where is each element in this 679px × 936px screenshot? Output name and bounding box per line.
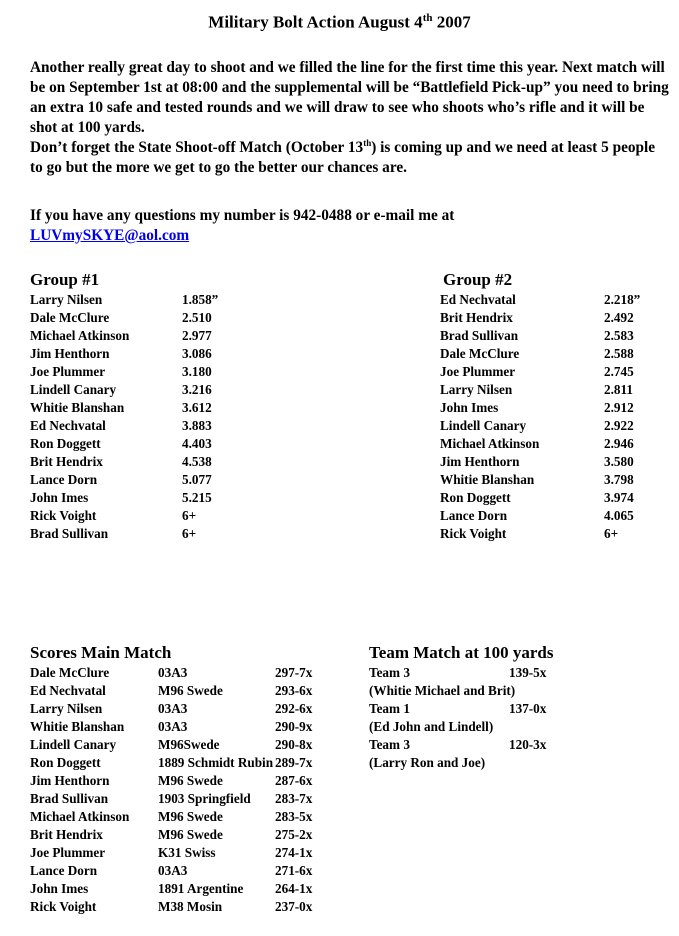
- group1-row: [30, 381, 250, 399]
- group2-size: 6+: [604, 526, 619, 541]
- scores-heading: Scores Main Match: [30, 643, 172, 662]
- group2-row: [440, 399, 660, 417]
- scores-score: 237-0x: [275, 899, 313, 914]
- scores-rifle: M96 Swede: [158, 827, 223, 842]
- group1-row: [30, 309, 250, 327]
- intro-p2-sup: th: [363, 137, 372, 148]
- group1-name: Brit Hendrix: [30, 454, 103, 469]
- scores-name: Ron Doggett: [30, 755, 101, 770]
- team-row: [369, 700, 619, 718]
- scores-score: 283-5x: [275, 809, 313, 824]
- team-score: 137-0x: [509, 701, 547, 716]
- team-score: 139-5x: [509, 665, 547, 680]
- group1-name: Dale McClure: [30, 310, 110, 325]
- scores-row: [30, 772, 330, 790]
- group1-size: 2.977: [182, 328, 212, 343]
- intro-paragraph-2: [30, 138, 670, 178]
- team-label: Team 3: [369, 737, 410, 752]
- group1-row: [30, 453, 250, 471]
- group2-row: [440, 327, 660, 345]
- scores-rifle: M96 Swede: [158, 683, 223, 698]
- scores-rifle: M96 Swede: [158, 809, 223, 824]
- group2-size: 3.974: [604, 490, 634, 505]
- group1-name: Lindell Canary: [30, 382, 117, 397]
- group2-name: Whitie Blanshan: [440, 472, 535, 487]
- team-match-list: [369, 664, 619, 772]
- scores-rifle: M38 Mosin: [158, 899, 223, 914]
- group2-size: 2.583: [604, 328, 634, 343]
- group1-name: Michael Atkinson: [30, 328, 130, 343]
- group1-name: Lance Dorn: [30, 472, 98, 487]
- contact-text: If you have any questions my number is 942-0488 or e-mail me at: [30, 207, 455, 224]
- group2-name: Lance Dorn: [440, 508, 508, 523]
- email-link[interactable]: LUVmySKYE@aol.com: [30, 227, 190, 244]
- group1-row: [30, 399, 250, 417]
- group2-name: John Imes: [440, 400, 499, 415]
- group1-name: Jim Henthorn: [30, 346, 110, 361]
- scores-rifle: 03A3: [158, 665, 188, 680]
- scores-row: [30, 700, 330, 718]
- group2-row: [440, 489, 660, 507]
- group2-row: [440, 525, 660, 543]
- group2-name: Jim Henthorn: [440, 454, 520, 469]
- page-title: [0, 12, 679, 33]
- group2-name: Brit Hendrix: [440, 310, 513, 325]
- group2-size: 2.912: [604, 400, 634, 415]
- group1-size: 6+: [182, 508, 197, 523]
- group2-row: [440, 291, 660, 309]
- group1-name: Joe Plummer: [30, 364, 106, 379]
- group2-size: 2.218”: [604, 292, 641, 307]
- scores-score: 290-8x: [275, 737, 313, 752]
- contact-info: [30, 206, 454, 246]
- group2-name: Michael Atkinson: [440, 436, 540, 451]
- team-row: [369, 718, 619, 736]
- group1-size: 3.883: [182, 418, 212, 433]
- title-sup: th: [422, 12, 433, 24]
- group1-row: [30, 525, 250, 543]
- team-label: Team 3: [369, 665, 410, 680]
- intro-paragraph-1: Another really great day to shoot and we filled the line for the first time this year. Next match will be on September 1st at 08:00 and the supplemental will be “Battlefield Pick-up” you need to bring an extra 10 safe and tested rounds and we will draw to see who shoots who’s rifle and it will be shot at 100 yards.: [30, 59, 669, 136]
- scores-name: Ed Nechvatal: [30, 683, 106, 698]
- scores-score: 292-6x: [275, 701, 313, 716]
- group2-row: [440, 453, 660, 471]
- scores-name: Lance Dorn: [30, 863, 98, 878]
- group2-row: [440, 417, 660, 435]
- team-row: [369, 736, 619, 754]
- group2-name: Ed Nechvatal: [440, 292, 516, 307]
- scores-row: [30, 736, 330, 754]
- scores-score: 264-1x: [275, 881, 313, 896]
- scores-name: Larry Nilsen: [30, 701, 103, 716]
- scores-row: [30, 826, 330, 844]
- scores-list: [30, 664, 330, 916]
- team-label: (Whitie Michael and Brit): [369, 683, 516, 698]
- scores-score: 275-2x: [275, 827, 313, 842]
- group2-name: Dale McClure: [440, 346, 520, 361]
- scores-rifle: K31 Swiss: [158, 845, 216, 860]
- group1-size: 5.215: [182, 490, 212, 505]
- group2-row: [440, 363, 660, 381]
- scores-name: Joe Plummer: [30, 845, 106, 860]
- group2-name: Larry Nilsen: [440, 382, 513, 397]
- group2-size: 3.798: [604, 472, 634, 487]
- group1-row: [30, 417, 250, 435]
- group2-row: [440, 345, 660, 363]
- group2-name: Lindell Canary: [440, 418, 527, 433]
- group1-row: [30, 291, 250, 309]
- scores-score: 290-9x: [275, 719, 313, 734]
- scores-rifle: 1903 Springfield: [158, 791, 251, 806]
- group2-size: 2.811: [604, 382, 633, 397]
- scores-score: 287-6x: [275, 773, 313, 788]
- team-row: [369, 682, 619, 700]
- scores-rifle: 03A3: [158, 701, 188, 716]
- group2-name: Joe Plummer: [440, 364, 516, 379]
- scores-row: [30, 898, 330, 916]
- scores-score: 283-7x: [275, 791, 313, 806]
- team-row: [369, 754, 619, 772]
- group1-name: Larry Nilsen: [30, 292, 103, 307]
- group1-row: [30, 363, 250, 381]
- title-main: Military Bolt Action August 4: [208, 12, 423, 32]
- scores-name: Jim Henthorn: [30, 773, 110, 788]
- scores-row: [30, 808, 330, 826]
- group1-size: 4.538: [182, 454, 212, 469]
- group2-size: 2.588: [604, 346, 634, 361]
- scores-score: 271-6x: [275, 863, 313, 878]
- group1-name: Whitie Blanshan: [30, 400, 125, 415]
- group2-heading: Group #2: [443, 270, 513, 289]
- scores-score: 293-6x: [275, 683, 313, 698]
- group2-size: 2.946: [604, 436, 634, 451]
- group1-row: [30, 345, 250, 363]
- group2-name: Brad Sullivan: [440, 328, 519, 343]
- team-label: (Ed John and Lindell): [369, 719, 494, 734]
- intro-text: [30, 58, 670, 178]
- group1-size: 3.216: [182, 382, 212, 397]
- intro-p2-end: ) is coming up and we need at least 5 people to go but the more we get to go the better our chances are.: [30, 139, 656, 176]
- group1-name: Ron Doggett: [30, 436, 101, 451]
- group1-heading: Group #1: [30, 270, 100, 289]
- scores-name: Brit Hendrix: [30, 827, 103, 842]
- scores-name: Dale McClure: [30, 665, 110, 680]
- scores-rifle: 03A3: [158, 863, 188, 878]
- scores-rifle: M96 Swede: [158, 773, 223, 788]
- group1-size: 3.612: [182, 400, 212, 415]
- scores-row: [30, 862, 330, 880]
- group2-row: [440, 507, 660, 525]
- group1-row: [30, 489, 250, 507]
- group1-size: 4.403: [182, 436, 212, 451]
- group1-size: 1.858”: [182, 292, 219, 307]
- group2-row: [440, 435, 660, 453]
- group1-row: [30, 327, 250, 345]
- intro-p2-start: Don’t forget the State Shoot-off Match (October 13: [30, 139, 364, 156]
- group1-row: [30, 471, 250, 489]
- team-row: [369, 664, 619, 682]
- group2-size: 2.492: [604, 310, 634, 325]
- scores-score: 289-7x: [275, 755, 313, 770]
- scores-name: Whitie Blanshan: [30, 719, 125, 734]
- team-label: (Larry Ron and Joe): [369, 755, 486, 770]
- group1-size: 3.180: [182, 364, 212, 379]
- group2-row: [440, 309, 660, 327]
- scores-rifle: 03A3: [158, 719, 188, 734]
- scores-row: [30, 754, 330, 772]
- group1-size: 3.086: [182, 346, 212, 361]
- scores-rifle: M96Swede: [158, 737, 220, 752]
- scores-row: [30, 880, 330, 898]
- group1-list: [30, 291, 250, 543]
- group2-size: 2.745: [604, 364, 634, 379]
- group1-size: 5.077: [182, 472, 212, 487]
- scores-name: Lindell Canary: [30, 737, 117, 752]
- team-match-heading: Team Match at 100 yards: [369, 643, 554, 662]
- group1-row: [30, 435, 250, 453]
- scores-score: 274-1x: [275, 845, 313, 860]
- group1-name: Brad Sullivan: [30, 526, 109, 541]
- group1-size: 2.510: [182, 310, 212, 325]
- scores-row: [30, 664, 330, 682]
- group2-list: [440, 291, 660, 543]
- group2-size: 3.580: [604, 454, 634, 469]
- group1-name: John Imes: [30, 490, 89, 505]
- group2-row: [440, 381, 660, 399]
- group1-name: Ed Nechvatal: [30, 418, 106, 433]
- scores-score: 297-7x: [275, 665, 313, 680]
- group1-name: Rick Voight: [30, 508, 97, 523]
- group2-name: Ron Doggett: [440, 490, 511, 505]
- scores-row: [30, 682, 330, 700]
- team-score: 120-3x: [509, 737, 547, 752]
- scores-name: Rick Voight: [30, 899, 97, 914]
- scores-row: [30, 790, 330, 808]
- group2-size: 2.922: [604, 418, 634, 433]
- scores-name: Michael Atkinson: [30, 809, 130, 824]
- title-year: 2007: [432, 12, 471, 32]
- scores-row: [30, 844, 330, 862]
- scores-rifle: 1891 Argentine: [158, 881, 244, 896]
- scores-row: [30, 718, 330, 736]
- scores-name: Brad Sullivan: [30, 791, 109, 806]
- group2-name: Rick Voight: [440, 526, 507, 541]
- team-label: Team 1: [369, 701, 410, 716]
- scores-name: John Imes: [30, 881, 89, 896]
- scores-rifle: 1889 Schmidt Rubin: [158, 755, 274, 770]
- group1-size: 6+: [182, 526, 197, 541]
- group2-row: [440, 471, 660, 489]
- group2-size: 4.065: [604, 508, 634, 523]
- group1-row: [30, 507, 250, 525]
